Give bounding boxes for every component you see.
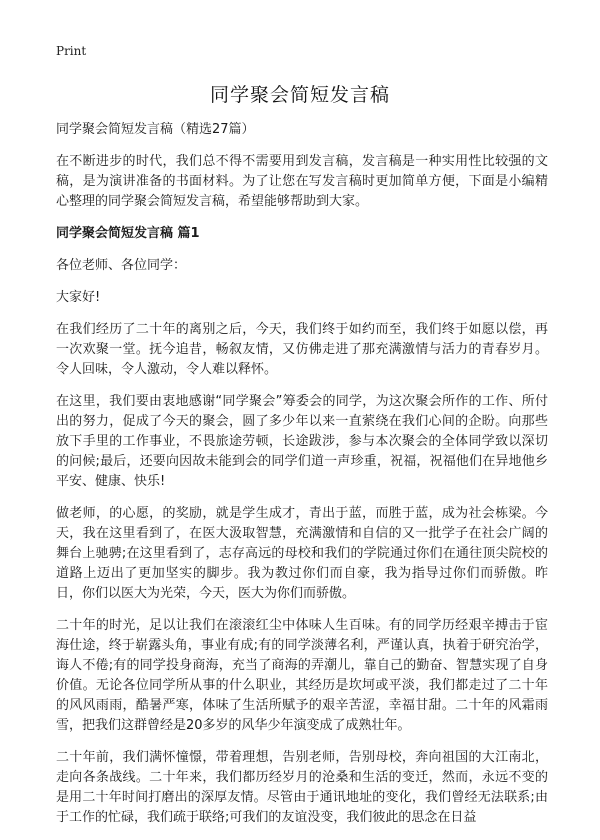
intro-paragraph: 在不断进步的时代，我们总不得不需要用到发言稿，发言稿是一种实用性比较强的文稿，是为演讲准备的书面材料。为了让您在写发言稿时更加简单方便，下面是小编精心整理的同学聚会简短发言稿，希望能够帮助到大家。 [56, 154, 548, 209]
page-title: 同学聚会简短发言稿 [209, 84, 390, 106]
body-paragraph: 二十年的时光，足以让我们在滚滚红尘中体味人生百味。有的同学历经艰辛搏击于宦海仕途，终于崭露头角，事业有成;有的同学淡薄名利，严谨认真，执着于研究治学，诲人不倦;有的同学投身商海，充当了商海的弄潮儿，靠自己的勤奋、智慧实现了自身价值。无论各位同学所从事的什么职业，其经历是坎坷或平淡，我们都走过了二十年的风风雨雨，酷暑严寒，体味了生活所赋予的艰辛苦涩，幸福甘甜。二十年的风霜雨雪，把我们这群曾经是20多岁的风华少年演变成了成熟壮年。 [56, 618, 548, 733]
print-label[interactable]: Print [56, 44, 87, 58]
article-body [56, 120, 548, 840]
greeting: 大家好! [56, 290, 101, 305]
article-subtitle: 同学聚会简短发言稿（精选27篇） [56, 122, 255, 137]
body-paragraph: 二十年前，我们满怀憧憬，带着理想，告别老师，告别母校，奔向祖国的大江南北，走向各条战线。二十年来，我们都历经岁月的沧桑和生活的变迁，然而，永远不变的是用二十年时间打磨出的深厚友情。尽管由于通讯地址的变化，我们曾经无法联系;由于工作的忙碌，我们疏于联络;可我们的友谊没变，我们彼此的思念在日益 [56, 750, 548, 825]
section-heading: 同学聚会简短发言稿 篇1 [56, 226, 200, 241]
body-paragraph: 在我们经历了二十年的离别之后，今天，我们终于如约而至，我们终于如愿以偿，再一次欢聚一堂。抚今追昔，畅叙友情，又仿佛走进了那充满激情与活力的青春岁月。令人回味，令人激动，令人难以释怀。 [56, 322, 548, 377]
body-paragraph: 做老师，的心愿，的奖励，就是学生成才，青出于蓝，而胜于蓝，成为社会栋梁。今天，我在这里看到了，在医大汲取智慧，充满激情和自信的又一批学子在社会广阔的舞台上驰骋;在这里看到了，志存高远的母校和我们的学院通过你们在通往顶尖院校的道路上迈出了更加坚实的脚步。我为教过你们而自豪，我为指导过你们而骄傲。昨日，你们以医大为光荣，今天，医大为你们而骄傲。 [56, 506, 548, 601]
body-paragraph: 在这里，我们要由衷地感谢“同学聚会”筹委会的同学，为这次聚会所作的工作、所付出的努力，促成了今天的聚会，圆了多少年以来一直萦绕在我们心间的企盼。向那些放下手里的工作事业，不畏旅途劳顿，长途跋涉，参与本次聚会的全体同学致以深切的问候;最后，还要向因故未能到会的同学们道一声珍重，祝福，祝福他们在异地他乡平安、健康、快乐! [56, 394, 548, 489]
salutation: 各位老师、各位同学： [56, 258, 187, 273]
